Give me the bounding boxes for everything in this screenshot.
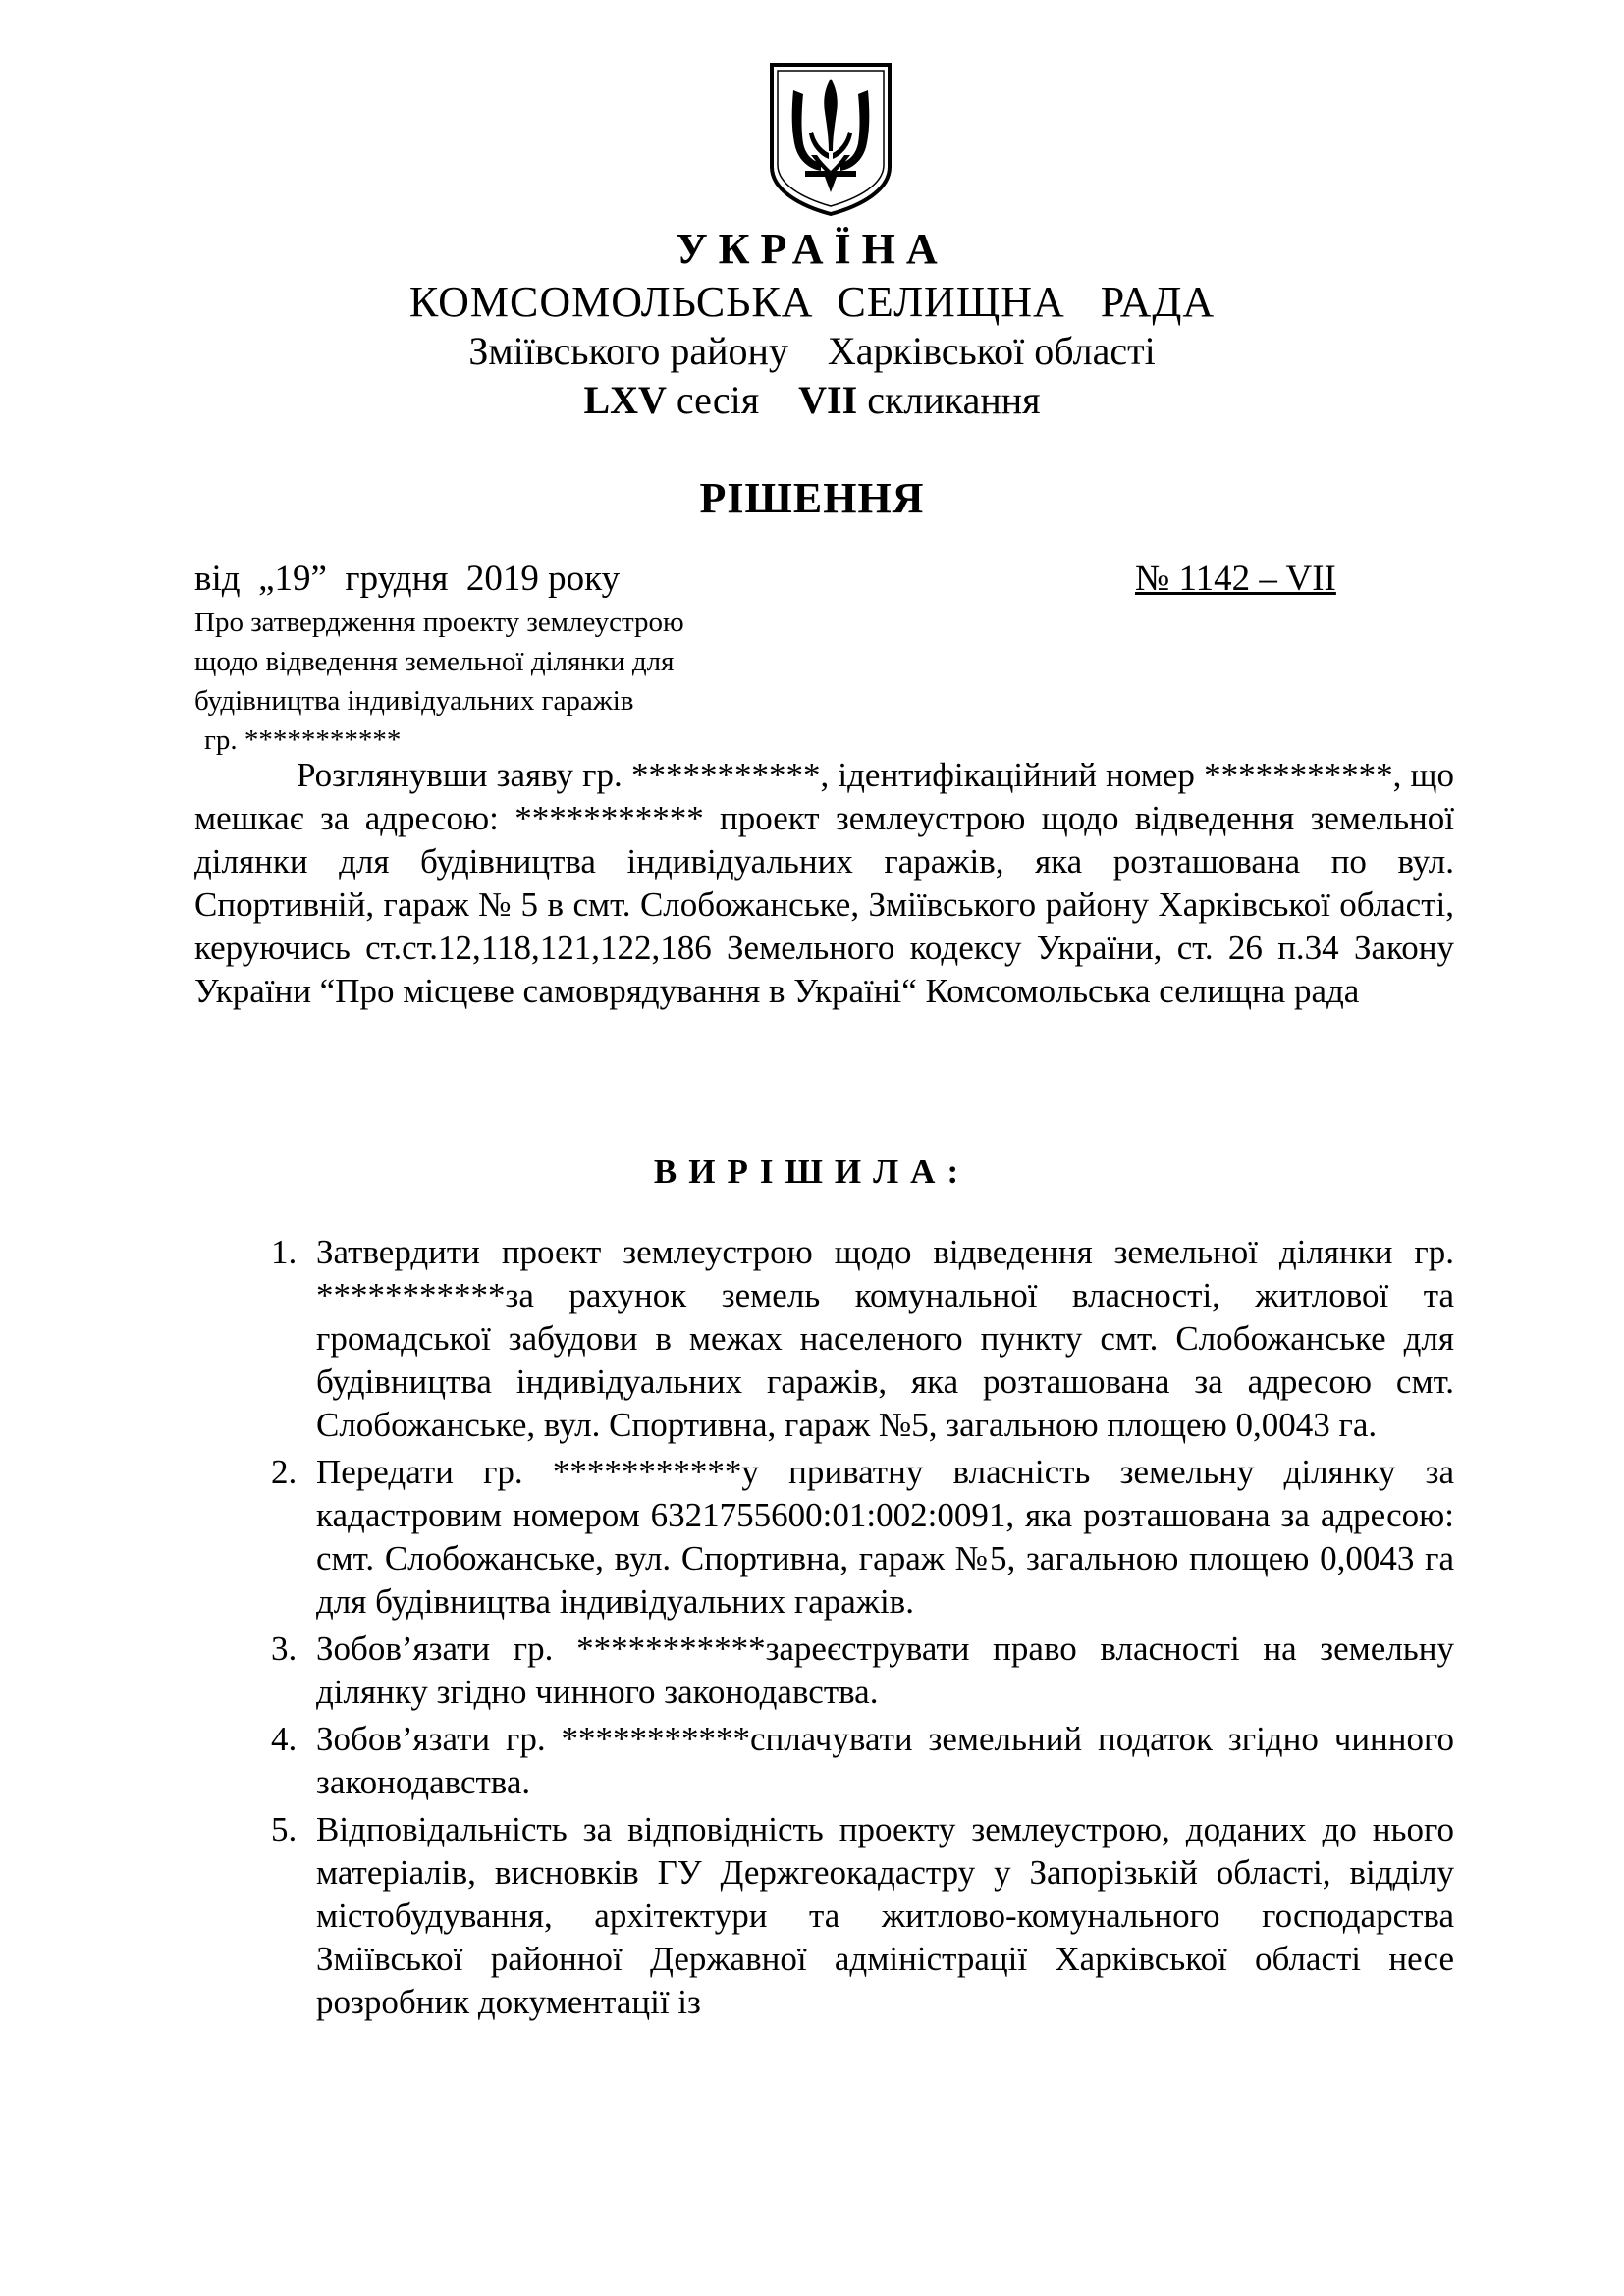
- decision-item-number: 4.: [271, 1720, 298, 1758]
- decision-subject: [194, 603, 803, 760]
- subject-line: Про затвердження проекту землеустрою: [194, 607, 684, 638]
- decision-item-number: 3.: [271, 1629, 298, 1668]
- subject-line: гр. ***********: [204, 724, 402, 756]
- decision-item-number: 5.: [271, 1810, 298, 1848]
- decision-item-text: Зобов’язати гр. ***********зареєструвати право власності на земельну ділянку згідно чинного законодавства.: [316, 1629, 1454, 1711]
- preamble-paragraph: Розглянувши заяву гр. ***********, ідентифікаційний номер ***********, що мешкає за адресою: *********** проект землеустрою щодо відведення земельної ділянки для будівництва індивідуальних гаражів, яка розташована по вул. Спортивній, гараж № 5 в смт. Слобожанське, Зміївського району Харківської області, керуючись ст.ст.12,118,121,122,186 Земельного кодексу України, ст. 26 п.34 Закону України “Про місцеве самоврядування в Україні“ Комсомольська селищна рада: [194, 756, 1454, 1010]
- decision-item: [261, 1628, 1454, 1714]
- subject-line: щодо відведення земельної ділянки для: [194, 646, 675, 677]
- country-heading: УКРАЇНА: [676, 225, 948, 273]
- decision-date: від „19” грудня 2019 року: [194, 559, 621, 599]
- district-heading: Зміївського району Харківської області: [468, 329, 1156, 373]
- decision-item-text: Передати гр. ***********у приватну власність земельну ділянку за кадастровим номером 6321755600:01:002:0091, яка розташована за адресою: смт. Слобожанське, вул. Спортивна, гараж №5, загальною площею 0,0043 га для будівництва індивідуальних гаражів.: [316, 1453, 1454, 1621]
- decision-item-text: Зобов’язати гр. ***********сплачувати земельний податок згідно чинного законодавства.: [316, 1720, 1454, 1801]
- convocation-number: VII: [798, 378, 858, 422]
- convocation-word: скликання: [867, 378, 1041, 422]
- subject-line: будівництва індивідуальних гаражів: [194, 685, 634, 717]
- council-heading: КОМСОМОЛЬСЬКА СЕЛИЩНА РАДА: [408, 278, 1216, 326]
- ukraine-trident-emblem-icon: [766, 61, 895, 218]
- decided-heading: ВИРІШИЛА:: [653, 1152, 971, 1191]
- decision-item-text: Затвердити проект землеустрою щодо відведення земельної ділянки гр. ***********за рахунок земель комунальної власності, житлової та громадської забудови в межах населеного пункту смт. Слобожанське для будівництва індивідуальних гаражів, яка розташована за адресою смт. Слобожанське, вул. Спортивна, гараж №5, загальною площею 0,0043 га.: [316, 1233, 1454, 1444]
- decision-item: [261, 1231, 1454, 1447]
- decision-item: [261, 1451, 1454, 1624]
- decisions-list: [261, 1231, 1454, 2028]
- decision-item-text: Відповідальність за відповідність проекту землеустрою, доданих до нього матеріалів, висновків ГУ Держгеокадастру у Запорізькій області, відділу містобудування, архітектури та житлово-комунального господарства Зміївської районної Державної адміністрації Харківської області несе розробник документації із: [316, 1810, 1454, 2021]
- decision-item-number: 1.: [271, 1233, 298, 1271]
- document-title: РІШЕННЯ: [699, 474, 925, 522]
- decision-item: [261, 1718, 1454, 1804]
- decision-number: № 1142 – VII: [1135, 559, 1336, 599]
- decision-item-number: 2.: [271, 1453, 298, 1491]
- session-word: сесія: [676, 378, 760, 422]
- decision-item: [261, 1808, 1454, 2024]
- session-number: LXV: [583, 378, 667, 422]
- session-heading: [0, 377, 1624, 423]
